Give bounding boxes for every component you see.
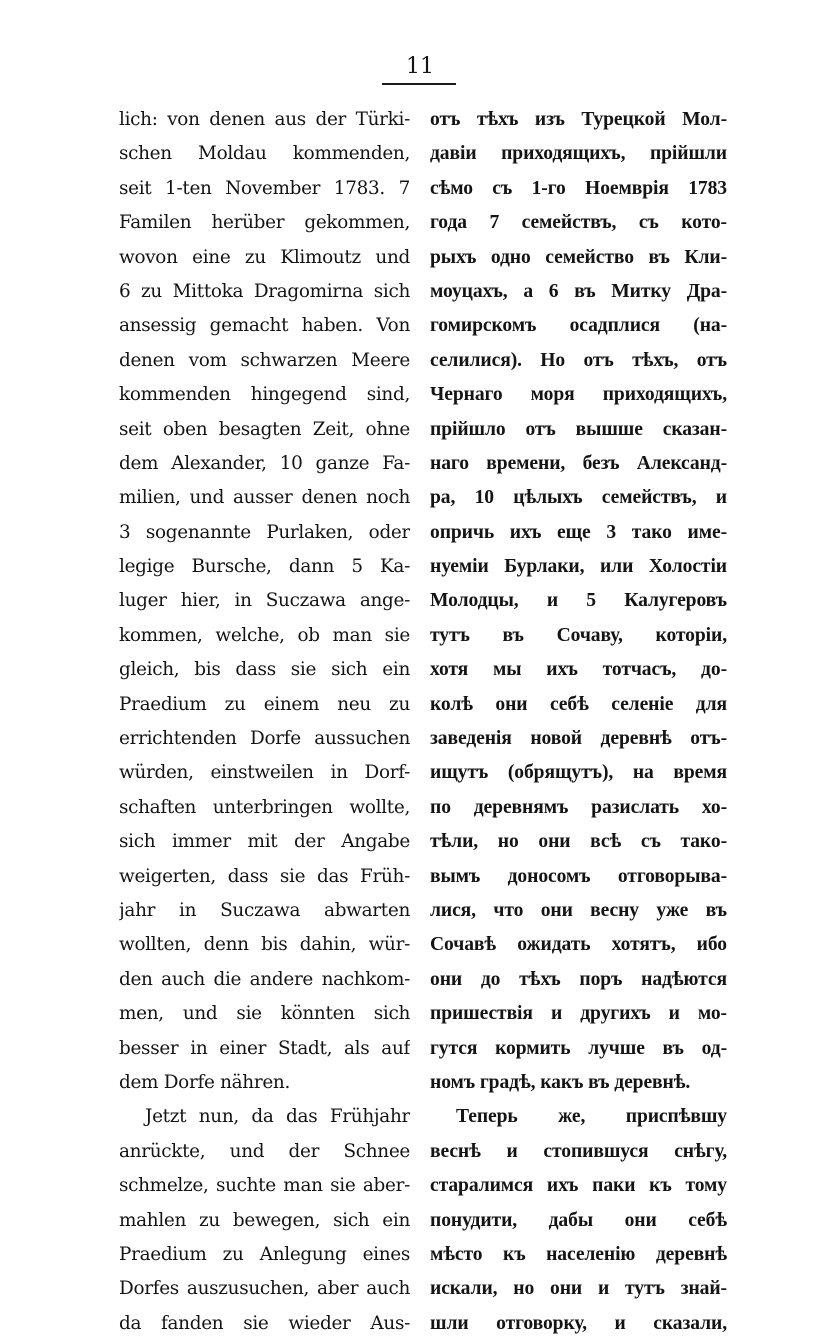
german-line: weigerten, dass sie das Früh-	[119, 865, 410, 887]
header-rule	[382, 83, 456, 85]
russian-line: гутся кормить лучше въ од-	[430, 1037, 727, 1059]
german-line: seit oben besagten Zeit, ohne	[119, 418, 410, 440]
russian-line: колѣ они себѣ селеніе для	[430, 693, 727, 715]
russian-line: веснѣ и стопившуся снѣгу,	[430, 1140, 727, 1162]
german-line: sich immer mit der Angabe	[119, 831, 410, 853]
page-number: 11	[406, 54, 434, 79]
german-line: wollten, denn bis dahin, wür-	[119, 934, 410, 956]
russian-line: Молодцы, и 5 Калугеровъ	[430, 590, 727, 612]
german-line: schen Moldau kommenden,	[119, 143, 410, 165]
russian-line: давіи приходящихъ, прійшли	[430, 143, 727, 165]
german-line: anrückte, und der Schnee	[119, 1140, 410, 1162]
russian-line: моуцахъ, а 6 въ Митку Дра-	[430, 280, 727, 302]
russian-line: опричь ихъ еще 3 тако име-	[430, 521, 727, 543]
german-line: kommen, welche, ob man sie	[119, 624, 410, 646]
russian-line: тѣли, но они всѣ съ тако-	[430, 831, 727, 853]
russian-line: гомирскомъ осадплися (на-	[430, 315, 727, 337]
russian-line: вымъ доносомъ отговорыва-	[430, 865, 727, 887]
german-line: Dorfes auszusuchen, aber auch	[119, 1278, 410, 1300]
russian-line: ра, 10 цѣлыхъ семействъ, и	[430, 487, 727, 509]
german-line: Praedium zu einem neu zu	[119, 693, 410, 715]
german-line: legige Bursche, dann 5 Ka-	[119, 556, 410, 578]
russian-line: шли отговорку, и сказали,	[430, 1312, 727, 1334]
german-line: wovon eine zu Klimoutz und	[119, 246, 410, 268]
russian-line: понудити, дабы они себѣ	[430, 1209, 727, 1231]
german-line: milien, und ausser denen noch	[119, 487, 410, 509]
german-line: mahlen zu bewegen, sich ein	[119, 1209, 410, 1231]
german-line: schaften unterbringen wollte,	[119, 796, 410, 818]
german-line: 6 zu Mittoka Dragomirna sich	[119, 280, 410, 302]
german-line: luger hier, in Suczawa ange-	[119, 590, 410, 612]
german-line: jahr in Suczawa abwarten	[119, 899, 410, 921]
russian-line: старалимся ихъ паки къ тому	[430, 1175, 727, 1197]
german-line: ansessig gemacht haben. Von	[119, 315, 410, 337]
german-line: dem Alexander, 10 ganze Fa-	[119, 452, 410, 474]
german-line: den auch die andere nachkom-	[119, 968, 410, 990]
german-line: 3 sogenannte Purlaken, oder	[119, 521, 410, 543]
russian-line: сѣмо съ 1-го Ноемврія 1783	[430, 177, 727, 199]
german-line: gleich, bis dass sie sich ein	[119, 659, 410, 681]
german-line: seit 1-ten November 1783. 7	[119, 177, 410, 199]
russian-line: ищутъ (обрящутъ), на время	[430, 762, 727, 784]
russian-line: наго времени, безъ Александ-	[430, 452, 727, 474]
russian-line: заведенія новой деревнѣ отъ-	[430, 728, 727, 750]
german-line: da fanden sie wieder Aus-	[119, 1312, 410, 1334]
russian-line: мѣсто къ населенію деревнѣ	[430, 1243, 727, 1265]
russian-line: года 7 семействъ, съ кото-	[430, 212, 727, 234]
german-line: kommenden hingegend sind,	[119, 384, 410, 406]
russian-line: по деревнямъ разислать хо-	[430, 796, 727, 818]
russian-line: хотя мы ихъ тотчасъ, до-	[430, 659, 727, 681]
german-line: dem Dorfe nähren.	[119, 1071, 291, 1093]
russian-line: Чернаго моря приходящихъ,	[430, 384, 727, 406]
russian-line: номъ градѣ, какъ въ деревнѣ.	[430, 1071, 691, 1093]
russian-line: тутъ въ Сочаву, которіи,	[430, 624, 727, 646]
german-line: Familen herüber gekommen,	[119, 212, 410, 234]
russian-line: лися, что они весну уже въ	[430, 899, 727, 921]
german-line: Jetzt nun, da das Frühjahr	[145, 1106, 410, 1128]
russian-line: отъ тѣхъ изъ Турецкой Мол-	[430, 109, 727, 130]
russian-line: искали, но они и тутъ знай-	[430, 1278, 727, 1300]
russian-line: Теперь же, приспѣвшу	[456, 1106, 727, 1128]
german-line: errichtenden Dorfe aussuchen	[119, 728, 410, 750]
russian-line: рыхъ одно семейство въ Кли-	[430, 246, 727, 268]
german-line: würden, einstweilen in Dorf-	[119, 762, 410, 784]
russian-line: прійшло отъ вышше сказан-	[430, 418, 727, 440]
russian-line: селилися). Но отъ тѣхъ, отъ	[430, 349, 727, 371]
russian-column	[430, 103, 727, 1341]
german-line: men, und sie könnten sich	[119, 1003, 410, 1025]
german-line: denen vom schwarzen Meere	[119, 349, 410, 371]
german-line: lich: von denen aus der Türki-	[119, 109, 410, 130]
russian-line: Сочавѣ ожидать хотятъ, ибо	[430, 934, 727, 956]
german-column	[119, 103, 410, 1341]
german-line: Praedium zu Anlegung eines	[119, 1243, 410, 1265]
german-line: besser in einer Stadt, als auf	[119, 1037, 410, 1059]
russian-line: пришествія и другихъ и мо-	[430, 1003, 727, 1025]
russian-line: они до тѣхъ поръ надѣются	[430, 968, 727, 990]
russian-line: нуеміи Бурлаки, или Холостіи	[430, 556, 727, 578]
german-line: schmelze, suchte man sie aber-	[119, 1175, 410, 1197]
